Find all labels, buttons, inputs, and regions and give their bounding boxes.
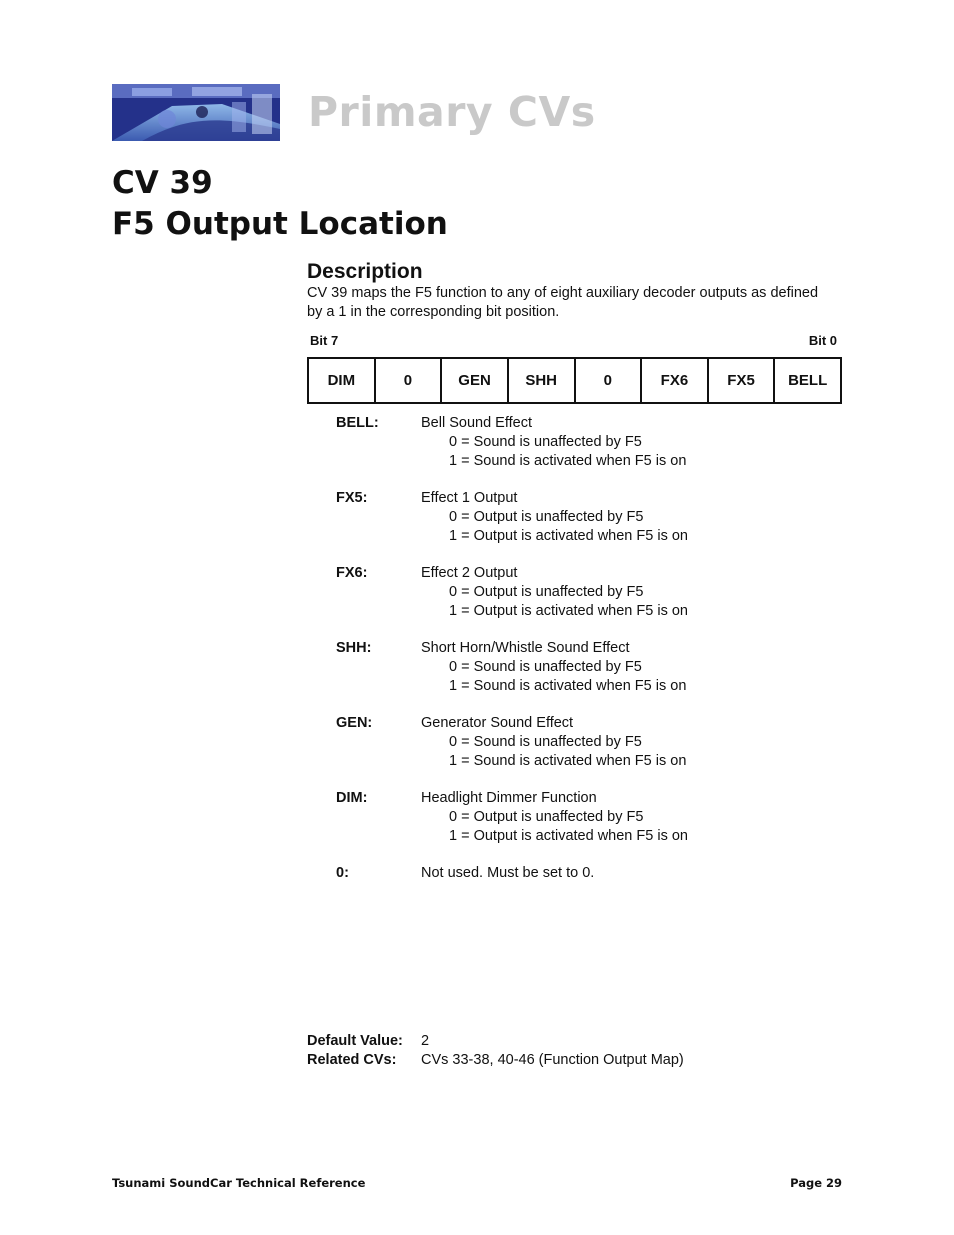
bit7-label: Bit 7 [310, 333, 339, 348]
default-value-row [307, 1032, 684, 1051]
bit-cell-2: FX6 [642, 359, 709, 402]
definition-option: 0 = Sound is unaffected by F5 [449, 434, 642, 450]
definition-option: 1 = Output is activated when F5 is on [449, 528, 688, 544]
definition-zero [336, 864, 836, 883]
definition-title: Not used. Must be set to 0. [421, 865, 595, 881]
bit-cell-6: 0 [376, 359, 443, 402]
bit-cell-5: GEN [442, 359, 509, 402]
section-title: Primary CVs [308, 88, 596, 136]
definition-option: 1 = Sound is activated when F5 is on [449, 453, 687, 469]
definition-gen [336, 714, 836, 771]
default-value-label: Default Value: [307, 1033, 403, 1049]
definition-bell [336, 414, 836, 471]
bit-cell-4: SHH [509, 359, 576, 402]
description-text: CV 39 maps the F5 function to any of eight auxiliary decoder outputs as defined by a 1 in the corresponding bit position. [307, 285, 819, 320]
definition-option: 1 = Output is activated when F5 is on [449, 828, 688, 844]
bit-definitions [336, 414, 836, 901]
related-cvs-label: Related CVs: [307, 1052, 397, 1068]
definition-label: DIM: [336, 790, 368, 806]
definition-title: Short Horn/Whistle Sound Effect [421, 640, 630, 656]
definition-label: BELL: [336, 415, 379, 431]
definition-option: 0 = Sound is unaffected by F5 [449, 659, 642, 675]
definition-label: SHH: [336, 640, 372, 656]
bit-map-table [307, 357, 842, 404]
cv-number: CV 39 [112, 165, 213, 201]
bit-cell-0: BELL [788, 372, 828, 389]
train-interior-photo-icon [112, 84, 280, 141]
definition-option: 0 = Output is unaffected by F5 [449, 584, 644, 600]
bit-cell-7: DIM [309, 359, 376, 402]
definition-label: 0: [336, 865, 349, 881]
bit-cell-1: FX5 [709, 359, 776, 402]
bit0-label: Bit 0 [808, 333, 837, 348]
definition-label: FX5: [336, 490, 368, 506]
definition-option: 0 = Sound is unaffected by F5 [449, 734, 642, 750]
definition-title: Generator Sound Effect [421, 715, 574, 731]
cv-meta [307, 1032, 684, 1070]
definition-dim [336, 789, 836, 846]
cv-name: F5 Output Location [112, 206, 448, 242]
default-value: 2 [421, 1033, 430, 1049]
definition-label: FX6: [336, 565, 368, 581]
definition-option: 0 = Output is unaffected by F5 [449, 509, 644, 525]
description-heading: Description [307, 260, 423, 283]
related-cvs-row [307, 1051, 684, 1070]
cv-title [112, 163, 448, 245]
related-cvs-value: CVs 33-38, 40-46 (Function Output Map) [421, 1052, 684, 1068]
definition-fx5 [336, 489, 836, 546]
definition-option: 1 = Sound is activated when F5 is on [449, 678, 687, 694]
footer-title: Tsunami SoundCar Technical Reference [112, 1176, 366, 1190]
bit-cell-3: 0 [576, 359, 643, 402]
definition-title: Effect 1 Output [421, 490, 518, 506]
definition-fx6 [336, 564, 836, 621]
definition-option: 1 = Sound is activated when F5 is on [449, 753, 687, 769]
definition-title: Effect 2 Output [421, 565, 518, 581]
definition-title: Headlight Dimmer Function [421, 790, 597, 806]
definition-label: GEN: [336, 715, 373, 731]
definition-option: 0 = Output is unaffected by F5 [449, 809, 644, 825]
definition-option: 1 = Output is activated when F5 is on [449, 603, 688, 619]
definition-shh [336, 639, 836, 696]
header-train-photo [112, 84, 280, 141]
definition-title: Bell Sound Effect [421, 415, 532, 431]
footer-page-number: Page 29 [790, 1176, 842, 1190]
